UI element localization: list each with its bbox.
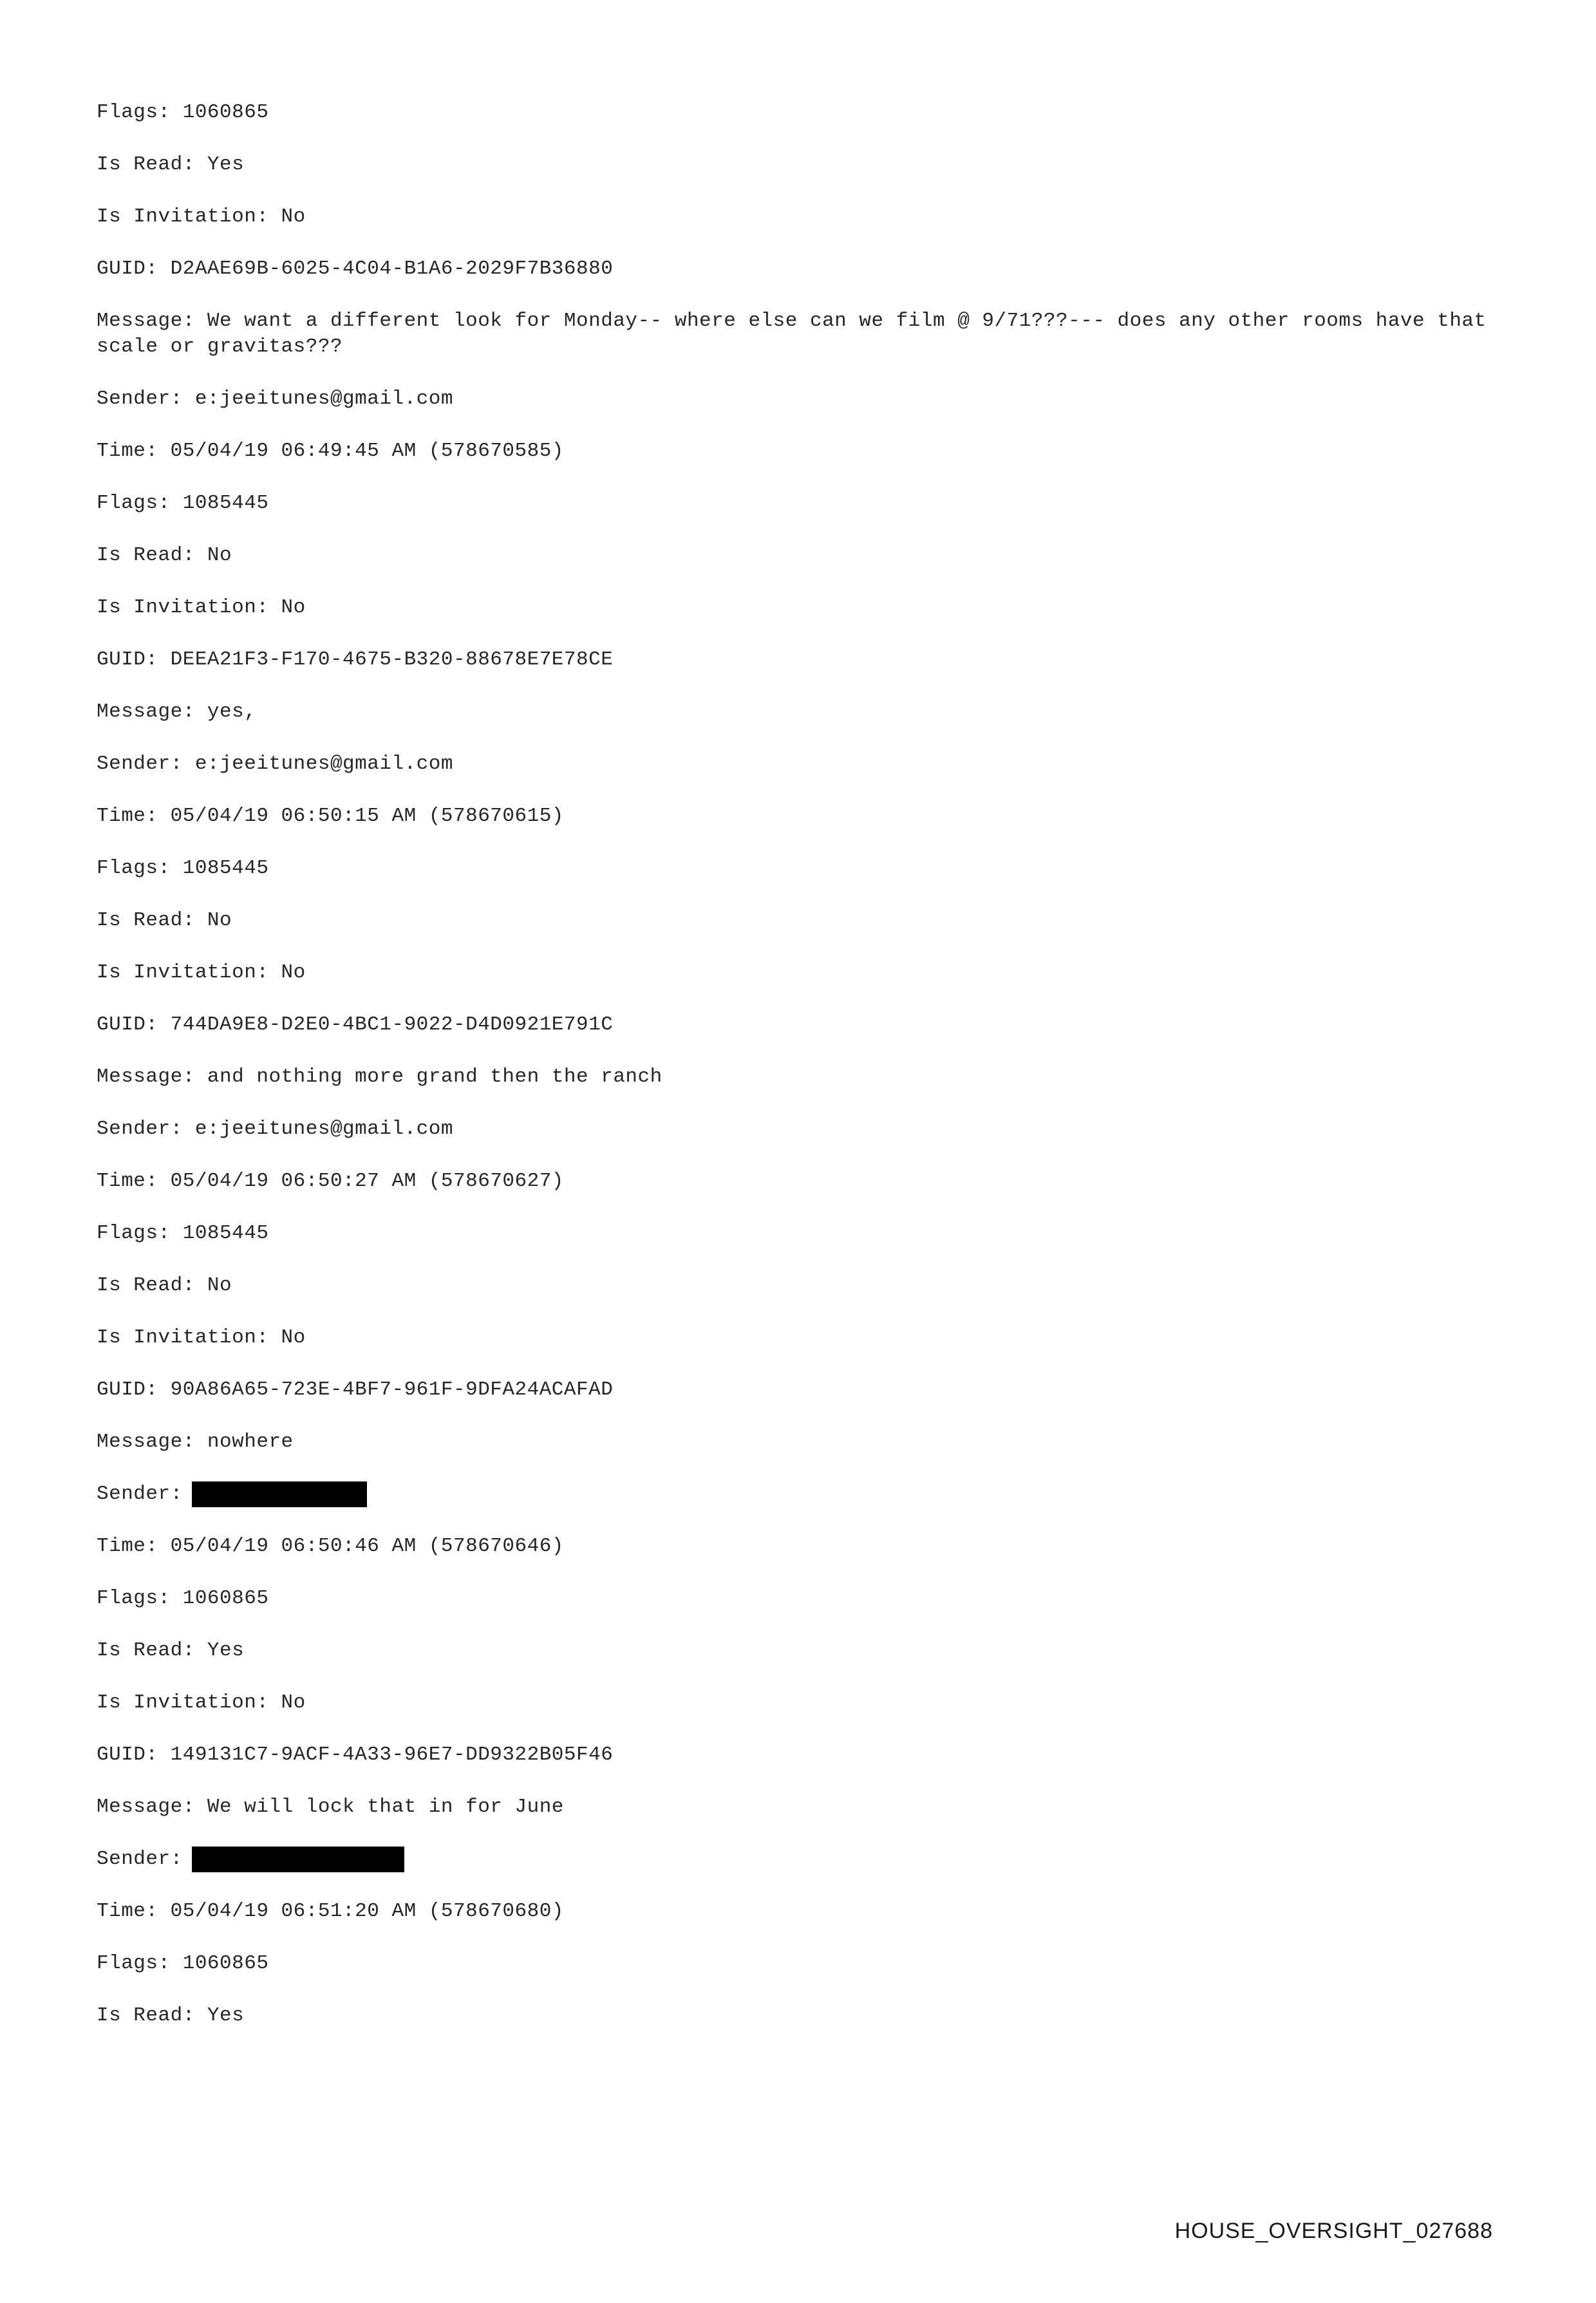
log-line: GUID: 90A86A65-723E-4BF7-961F-9DFA24ACAFAD bbox=[97, 1378, 614, 1401]
log-line: GUID: DEEA21F3-F170-4675-B320-88678E7E78CE bbox=[97, 648, 614, 671]
log-line: Is Read: No bbox=[97, 1274, 232, 1297]
log-line: Time: 05/04/19 06:50:27 AM (578670627) bbox=[97, 1170, 564, 1192]
log-line: GUID: 149131C7-9ACF-4A33-96E7-DD9322B05F46 bbox=[97, 1744, 614, 1766]
log-line: Is Read: No bbox=[97, 909, 232, 932]
log-line: Is Read: Yes bbox=[97, 1639, 245, 1662]
log-line: Time: 05/04/19 06:51:20 AM (578670680) bbox=[97, 1900, 564, 1922]
log-line: Flags: 1060865 bbox=[97, 1587, 269, 1610]
log-line: Sender: e:jeeitunes@gmail.com bbox=[97, 388, 453, 410]
log-line: Sender: e:jeeitunes@gmail.com bbox=[97, 753, 453, 775]
redaction-bar bbox=[192, 1481, 367, 1507]
sender-line-redacted bbox=[97, 1481, 1494, 1507]
log-line: Flags: 1060865 bbox=[97, 1952, 269, 1975]
log-line: Flags: 1085445 bbox=[97, 1222, 269, 1245]
log-line: GUID: 744DA9E8-D2E0-4BC1-9022-D4D0921E791C bbox=[97, 1013, 614, 1036]
sender-label: Sender: bbox=[97, 1848, 183, 1870]
log-line: Flags: 1060865 bbox=[97, 101, 269, 124]
log-line: Is Invitation: No bbox=[97, 1326, 306, 1349]
log-line: Is Read: Yes bbox=[97, 2004, 245, 2027]
log-line: Is Invitation: No bbox=[97, 1691, 306, 1714]
message-log-body bbox=[97, 100, 1499, 2029]
log-line: Time: 05/04/19 06:49:45 AM (578670585) bbox=[97, 440, 564, 462]
log-line: Message: and nothing more grand then the ranch bbox=[97, 1066, 662, 1088]
log-line: Message: nowhere bbox=[97, 1431, 294, 1453]
log-line: Is Invitation: No bbox=[97, 205, 306, 228]
log-line: Is Read: Yes bbox=[97, 153, 245, 176]
sender-line-redacted bbox=[97, 1847, 1494, 1872]
sender-label: Sender: bbox=[97, 1483, 183, 1505]
log-line: Is Read: No bbox=[97, 544, 232, 567]
log-line: GUID: D2AAE69B-6025-4C04-B1A6-2029F7B36880 bbox=[97, 258, 614, 280]
log-line: Message: We want a different look for Monday-- where else can we film @ 9/71???--- does any other rooms have that scale or gravitas??? bbox=[97, 310, 1499, 358]
log-line: Is Invitation: No bbox=[97, 961, 306, 984]
log-line: Sender: e:jeeitunes@gmail.com bbox=[97, 1118, 453, 1140]
log-line: Flags: 1085445 bbox=[97, 857, 269, 879]
log-line: Message: yes, bbox=[97, 700, 257, 723]
log-line: Is Invitation: No bbox=[97, 596, 306, 619]
redaction-bar bbox=[192, 1847, 404, 1872]
log-line: Message: We will lock that in for June bbox=[97, 1796, 564, 1818]
log-line: Flags: 1085445 bbox=[97, 492, 269, 514]
log-line: Time: 05/04/19 06:50:46 AM (578670646) bbox=[97, 1535, 564, 1557]
log-line: Time: 05/04/19 06:50:15 AM (578670615) bbox=[97, 805, 564, 827]
bates-stamp: HOUSE_OVERSIGHT_027688 bbox=[1174, 2219, 1493, 2243]
